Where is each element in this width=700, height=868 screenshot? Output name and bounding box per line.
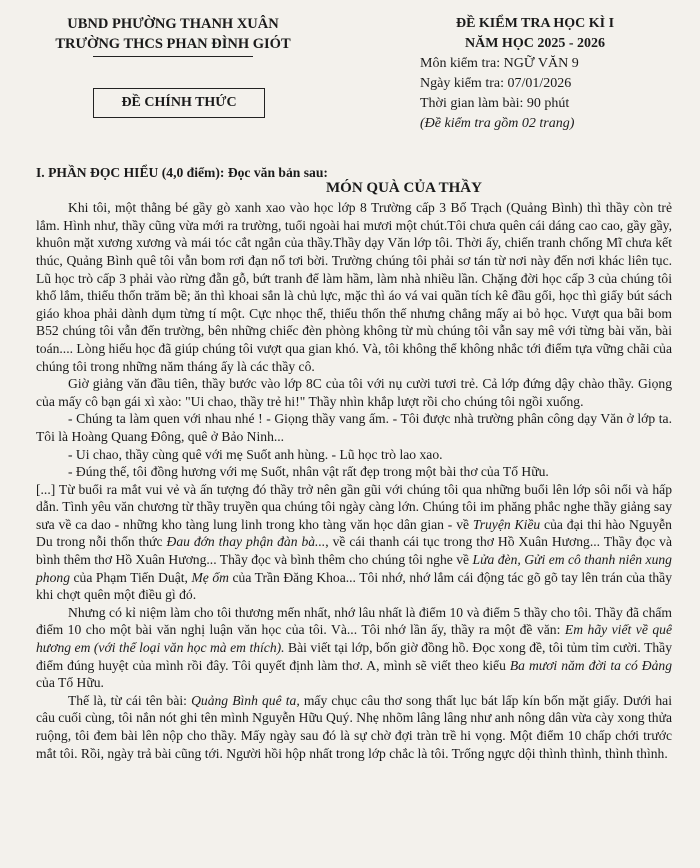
italic-prompt: Em hãy viết về quê hương em (với thể loại văn học mà em thích).	[36, 622, 672, 656]
paragraph: - Ui chao, thầy cùng quê với mẹ Suốt anh hùng. - Lũ học trò lao xao.	[68, 446, 443, 462]
official-exam-label: ĐỀ CHÍNH THỨC	[121, 95, 237, 110]
paragraph: Khi tôi, một thằng bé gầy gò xanh xao vào học lớp 8 Trường cấp 3 Bố Trạch (Quảng Bình) thì thầy còn trẻ lắm. Hình như, thầy cũng vừa mới ra trường, tuổi ngoài hai mươi một chút.Tôi chưa quên cái dáng cao cao, gầy gầy, khuôn mặt xương xương và mái tóc cắt ngắn của thầy.Thầy dạy Văn lớp tôi. Thời ấy, chiến tranh chống Mĩ chưa kết thúc, Quảng Bình quê tôi vẫn bom rơi đạn nổ tơi bời. Trường chúng tôi phải sơ tán từ nơi này đến nơi khác liên tục. Lũ học trò cấp 3 phải vào rừng đẵn gỗ, bứt tranh để làm hầm, làm nhà nhiều lần. Chặng đời học cấp 3 của chúng tôi khổ lắm, thiếu thốn trăm bề; ăn thì khoai sắn là chủ lực, mặc thì áo vá vai quần tích kê đầu gối, học thì giấy bút sách giáo khoa phải dành dụm từng tí một. Cực nhọc thế, thiếu thốn thế nhưng chẳng mấy ai bỏ học. Vượt qua bãi bom B52 chúng tôi vẫn đến trường, bên những chiếc đèn phòng không từ mù chúng tôi vẫn say mê với từng bài văn, bài toán.... Lòng hiếu học đã giúp chúng tôi vượt qua gian khó. Và, tôi không thể không nhắc tới điểm tựa vững chãi của chúng tôi trong những năm tháng ấy là các thầy cô.	[36, 200, 672, 374]
paragraph	[36, 481, 672, 604]
italic-title: Truyện Kiều	[472, 516, 541, 532]
paragraph	[36, 692, 672, 762]
paragraph: Giờ giảng văn đầu tiên, thầy bước vào lớp 8C của tôi với nụ cười tươi trẻ. Cả lớp đứng dậy chào thầy. Giọng của mấy cô bạn gái xì xào: "Ui chao, thầy trẻ hi!" Thầy nhìn khắp lượt rồi cho chúng tôi ngồi xuống.	[36, 376, 672, 409]
district-name: UBND PHƯỜNG THANH XUÂN	[67, 16, 279, 32]
paragraph: - Đúng thế, tôi đồng hương với mẹ Suốt, nhân vật rất đẹp trong một bài thơ của Tố Hữu.	[68, 464, 549, 480]
story-title: MÓN QUÀ CỦA THẦY	[326, 179, 482, 196]
text-run: của đại thi hào Nguyễn Du trong nỗi thổn thức	[36, 516, 672, 550]
school-header	[38, 14, 308, 57]
italic-title: Ba mươi năm đời ta có Đảng	[509, 657, 672, 673]
section-heading-text: I. PHẦN ĐỌC HIỂU (4,0 điểm): Đọc văn bản sau:	[36, 165, 328, 180]
exam-title: ĐỀ KIỂM TRA HỌC KÌ I	[455, 16, 615, 31]
italic-title: Lửa đèn, Gửi em cô thanh niên xung phong	[36, 552, 672, 585]
italic-title: Mẹ ốm	[191, 569, 229, 585]
italic-quote: Đau đớn thay phận đàn bà...	[166, 534, 326, 550]
text-run: của Trần Đăng Khoa... Tôi nhớ, nhớ lắm cái động tác gõ gõ tay lên trán của thầy khi chợt quên một điều gì đó.	[36, 569, 672, 603]
paragraph: - Chúng ta làm quen với nhau nhé ! - Giọng thầy vang ấm. - Tôi được nhà trường phân công dạy Văn ở lớp ta. Tôi là Hoàng Quang Đông, quê ở Bảo Ninh...	[36, 411, 672, 444]
text-run: Nhưng có kỉ niệm làm cho tôi thương mến nhất, nhớ lâu nhất là điểm 10 và điểm 5 thầy cho tôi. Thầy đã chấm điểm 10 cho một bài văn nghị luận văn học của tôi. Và... Tôi nhớ lần ấy, thầy ra một đề văn:	[36, 604, 672, 638]
text-run: , về cái thanh cái tục trong thơ Hồ Xuân Hương... Thầy đọc và bình thêm thơ Hồ Xuân Hương... Thầy đọc và bình thêm cho chúng tôi nghe về	[36, 534, 672, 568]
official-exam-box	[93, 88, 265, 118]
text-run: [...] Từ buổi ra mắt vui vẻ và ấn tượng đó thầy trở nên gần gũi với chúng tôi qua những buổi lên lớp sôi nổi và hấp dẫn. Tình yêu văn chương từ thầy truyền qua chúng tôi ngày càng lớn. Chúng tôi im phăng phắc nghe thầy giảng say sưa về ca dao - những kho tàng lung linh trong kho tàng văn học dân gian - về	[36, 481, 672, 532]
paragraph	[36, 604, 672, 692]
text-run: mấy chục câu thơ song thất lục bát lấp kín bốn mặt giấy. Dưới hai câu cuối cùng, tôi nắn nót ghi tên mình Nguyễn Hữu Quý. Nhẹ nhõm lâng lâng như anh nông dân vừa cày xong thửa ruộng, tôi đem bài lên nộp cho thầy. Mấy ngày sau đó là sự chờ đợi tràn trề hi vọng. Một điểm 10 chấp chới trước mắt tôi. Rồi, ngày trả bài cũng tới. Người hồi hộp nhất trong lớp chắc là tôi. Trống ngực dội thình thình, thình thình.	[36, 692, 672, 761]
header-underline	[93, 56, 253, 57]
school-name: TRƯỜNG THCS PHAN ĐÌNH GIÓT	[55, 36, 291, 52]
text-run: của Tố Hữu.	[36, 675, 104, 691]
text-run: Thế là, từ cái tên bài:	[68, 692, 192, 708]
school-year: NĂM HỌC 2025 - 2026	[465, 36, 605, 51]
exam-subject: Môn kiểm tra: NGỮ VĂN 9	[420, 56, 579, 71]
reading-section	[36, 164, 672, 762]
italic-title: Quảng Bình quê ta,	[191, 692, 300, 708]
exam-pages-note: (Đề kiểm tra gồm 02 trang)	[420, 116, 575, 131]
exam-date: Ngày kiểm tra: 07/01/2026	[420, 76, 572, 91]
text-run: của Phạm Tiến Duật,	[69, 569, 192, 585]
exam-info	[420, 14, 690, 134]
text-run: Bài viết tại lớp, bốn giờ đồng hồ. Đọc xong đề, tôi tủm tỉm cười. Thầy điểm đúng huyệt của mình rồi đây. Tôi quyết định làm thơ. A, mình sẽ viết theo kiểu	[36, 640, 672, 673]
exam-duration: Thời gian làm bài: 90 phút	[420, 96, 570, 111]
